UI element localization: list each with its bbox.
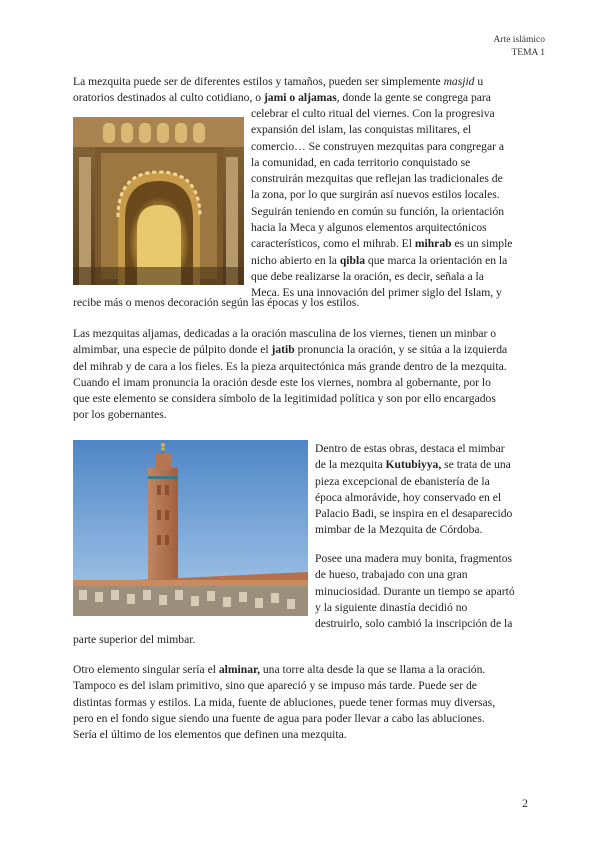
text-line: característicos, como el mihrab. El mihrab es un simple [251,237,513,251]
text-line: mimbar de la Mezquita de Córdoba. [315,523,483,537]
page-header [494,34,545,60]
text-line: del mihrab y de cara a los fieles. Es la pieza arquitectónica más grande dentro de la mezquita. [73,359,507,373]
text-line: Cuando el imam pronuncia la oración desde este los viernes, nombra al gobernante, por lo [73,375,491,389]
paragraph-1-wrapped [251,106,533,302]
page-number: 2 [522,796,528,810]
paragraph-4-end [73,632,533,648]
text-line: almimbar, una especie de púlpito donde el jatib pronuncia la oración, y se sitúa a la izquierda [73,343,508,357]
text-line: de la mezquita Kutubiyya, se trata de una [315,458,511,472]
text-line: La mezquita puede ser de diferentes estilos y tamaños, pueden ser simplemente masjid u [73,75,484,88]
text-line: época almorávide, hoy conservado en el [315,490,502,504]
text-line: comercio… Se construyen mezquitas para congregar a [251,139,505,153]
text-line: que debe realizarse la oración, es decir, señala a la [251,269,484,283]
text-line: Palacio Badi, se inspira en el desaparecido [315,507,513,521]
kutubiyya-illustration [73,440,308,616]
text-line: que este elemento se considera símbolo de la legitimidad política y son por ello encargados [73,392,496,406]
text-line: expansión del islam, las conquistas militares, el [251,123,472,137]
text-line: Seguirán teniendo en común su función, la orientación [251,204,505,218]
mihrab-illustration [73,117,244,285]
paragraph-2 [73,326,533,424]
text-line: parte superior del mimbar. [73,633,196,646]
text-line: Tampoco es del islam primitivo, sino que apareció y se impuso más tarde. Puede ser de [73,679,477,693]
text-line: celebrar el culto ritual del viernes. Con la progresiva [251,107,495,120]
text-line: Dentro de estas obras, destaca el mimbar [315,442,505,455]
text-line: nicho abierto en la qibla que marca la orientación en la [251,253,508,267]
paragraph-3 [315,441,533,539]
kutubiyya-mosque-image [73,440,308,616]
header-unit: TEMA 1 [511,48,545,58]
text-line: distintas formas y estilos. La mida, fuente de abluciones, puede tener formas muy diversas, [73,695,496,709]
paragraph-5 [73,662,533,743]
text-line: Sería el último de los elementos que definen una mezquita. [73,728,347,742]
mihrab-cordoba-image [73,117,244,285]
text-line: por los gobernantes. [73,408,167,422]
text-line: construirán mezquitas que reflejan las tradicionales de [251,172,503,186]
text-line: Meca. Es una innovación del primer siglo del Islam, y [251,286,502,300]
paragraph-1-intro [73,74,533,107]
text-line: la zona, por lo que surgirán así nuevos estilos locales. [251,188,500,202]
text-line: hacia la Meca y algunos elementos arquitectónicos [251,221,487,235]
text-line: pieza excepcional de ebanistería de la [315,474,490,488]
paragraph-4 [315,551,533,632]
text-line: Posee una madera muy bonita, fragmentos [315,552,513,565]
text-line: pero en el fondo sigue siendo una fuente de agua para poder llevar a cabo las abluciones. [73,711,485,725]
paragraph-1-end [73,295,533,311]
text-line: y la siguiente dinastía decidió no [315,600,468,614]
text-line: Las mezquitas aljamas, dedicadas a la oración masculina de los viernes, tienen un minbar o [73,327,497,340]
text-line: recibe más o menos decoración según las épocas y los estilos. [73,296,360,309]
header-subject: Arte islámico [493,35,545,45]
text-line: minuciosidad. Durante un tiempo se apartó [315,584,515,598]
text-line: de hueso, trabajado con una gran [315,568,468,582]
text-line: destruirlo, solo cambió la inscripción de la [315,617,513,631]
text-line: Otro elemento singular sería el alminar, una torre alta desde la que se llama a la oración. [73,663,486,676]
text-line: oratorios destinados al culto cotidiano, o jami o aljamas, donde la gente se congrega para [73,91,491,105]
text-line: la comunidad, en cada territorio conquistado se [251,155,471,169]
